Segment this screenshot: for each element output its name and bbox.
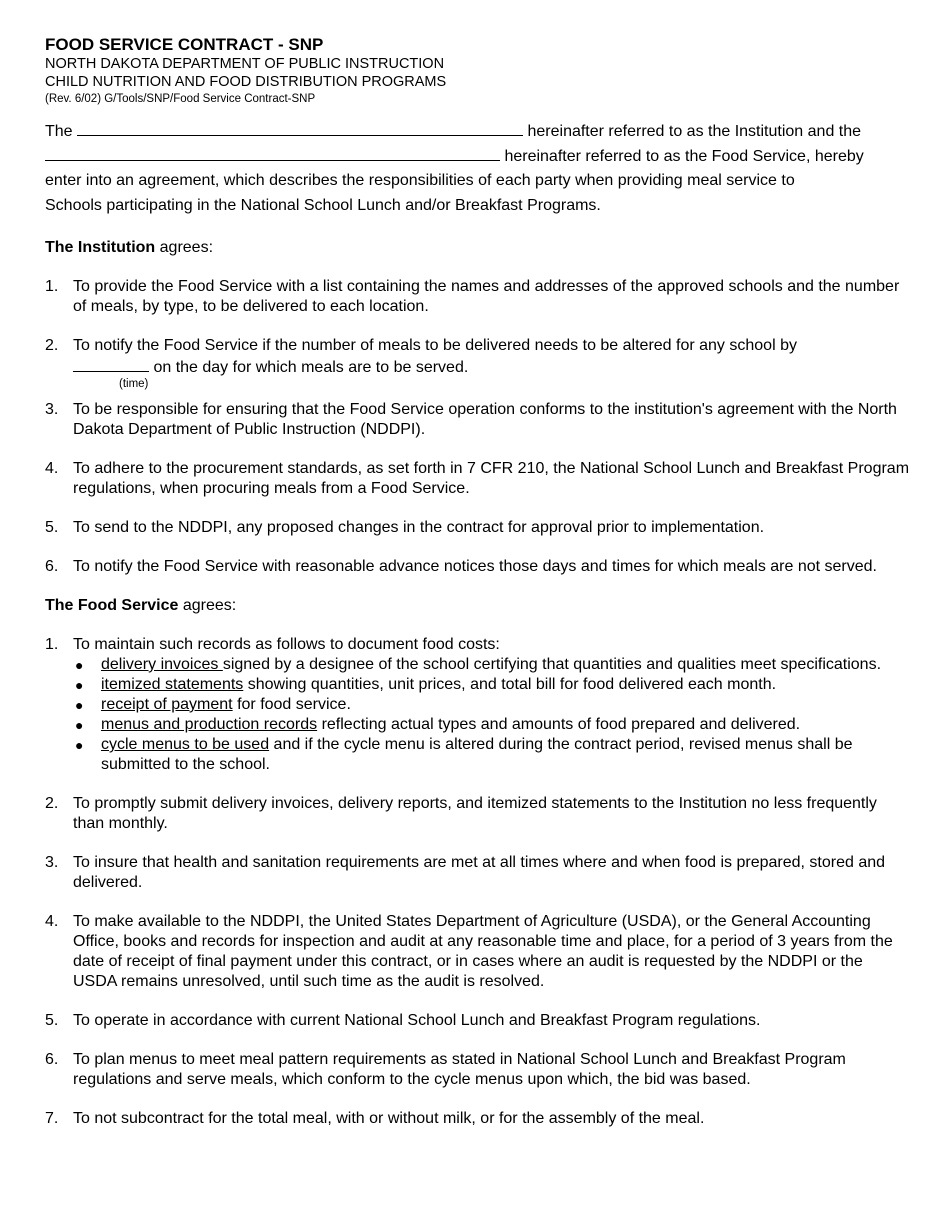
list-item: 6. To notify the Food Service with reasonable advance notices those days and times for which meals are not served. <box>45 558 877 575</box>
bullet-item: ● itemized statements showing quantities, unit prices, and total bill for food delivered each month. <box>75 676 777 693</box>
bullet-item: ● receipt of payment for food service. <box>75 696 351 713</box>
list-item: 1. To maintain such records as follows to document food costs: ● delivery invoices signed by a designee of the school certifying that quantities and qualities meet specifications. ● itemized statements showing quantities, unit prices, and total bill for food delivered each month. ● receipt of payment for food service. ● menus and production records reflecting actual types and amounts of food prepared and delivered. ● cycle menus to be used and if the cycle menu is altered during the contract period, revised menus shall be submitted to the school. <box>45 635 910 775</box>
bullet-icon: ● <box>75 677 84 693</box>
intro-paragraph <box>45 120 910 218</box>
program-name: CHILD NUTRITION AND FOOD DISTRIBUTION PROGRAMS <box>45 74 447 90</box>
list-item: 5. To send to the NDDPI, any proposed changes in the contract for approval prior to implementation. <box>45 519 765 536</box>
bullet-icon: ● <box>75 737 84 753</box>
bullet-icon: ● <box>75 657 84 673</box>
food-service-list <box>45 635 910 1129</box>
intro-line-1: The hereinafter referred to as the Institution and the <box>45 120 910 145</box>
time-label: (time) <box>119 378 149 390</box>
intro-line-4: Schools participating in the National School Lunch and/or Breakfast Programs. <box>45 196 601 214</box>
time-field[interactable] <box>73 356 149 372</box>
food-service-name-field[interactable] <box>45 145 500 161</box>
document-title: FOOD SERVICE CONTRACT - SNP <box>45 35 324 54</box>
bullet-icon: ● <box>75 697 84 713</box>
bullet-icon: ● <box>75 717 84 733</box>
list-item: 4. To adhere to the procurement standards, as set forth in 7 CFR 210, the National School Lunch and Breakfast Program regulations, when procuring meals from a Food Service. <box>45 460 910 497</box>
list-item: 7. To not subcontract for the total meal, with or without milk, or for the assembly of the meal. <box>45 1110 705 1127</box>
list-item: 2. To notify the Food Service if the number of meals to be delivered needs to be altered for any school by on the day for which meals are to be served. (time) <box>45 337 797 390</box>
bullet-item: ● cycle menus to be used and if the cycle menu is altered during the contract period, revised menus shall be submitted to the school. <box>75 736 853 773</box>
institution-name-field[interactable] <box>77 120 523 136</box>
list-item: 2. To promptly submit delivery invoices, delivery reports, and itemized statements to the Institution no less frequently than monthly. <box>45 795 877 832</box>
institution-list <box>45 277 910 577</box>
list-item: 3. To insure that health and sanitation requirements are met at all times where and when food is prepared, stored and delivered. <box>45 854 886 891</box>
food-service-heading: The Food Service agrees: <box>45 597 237 614</box>
revision-note: (Rev. 6/02) G/Tools/SNP/Food Service Contract-SNP <box>45 93 316 105</box>
institution-heading: The Institution agrees: <box>45 239 214 256</box>
list-item: 4. To make available to the NDDPI, the United States Department of Agriculture (USDA), or the General Accounting Office, books and records for inspection and audit at any reasonable time and place, for a period of 3 years from the date of receipt of final payment under this contract, or in cases where an audit is requested by the NDDPI or the USDA remains unresolved, until such time as the audit is resolved. <box>45 913 893 990</box>
bullet-item: ● delivery invoices signed by a designee of the school certifying that quantities and qualities meet specifications. <box>75 656 882 673</box>
records-bullet-list <box>73 655 910 775</box>
department-name: NORTH DAKOTA DEPARTMENT OF PUBLIC INSTRUCTION <box>45 56 445 72</box>
bullet-item: ● menus and production records reflecting actual types and amounts of food prepared and delivered. <box>75 716 801 733</box>
list-item: 5. To operate in accordance with current National School Lunch and Breakfast Program regulations. <box>45 1012 761 1029</box>
list-item: 1. To provide the Food Service with a list containing the names and addresses of the approved schools and the number of meals, by type, to be delivered to each location. <box>45 278 900 315</box>
intro-line-3: enter into an agreement, which describes the responsibilities of each party when providing meal service to <box>45 172 795 189</box>
intro-line-2: hereinafter referred to as the Food Service, hereby <box>45 145 910 170</box>
contract-page <box>45 34 910 1129</box>
list-item: 6. To plan menus to meet meal pattern requirements as stated in National School Lunch and Breakfast Program regulations and serve meals, which conform to the cycle menus upon which, the bid was based. <box>45 1051 846 1088</box>
list-item: 3. To be responsible for ensuring that the Food Service operation conforms to the institution's agreement with the North Dakota Department of Public Instruction (NDDPI). <box>45 401 897 438</box>
